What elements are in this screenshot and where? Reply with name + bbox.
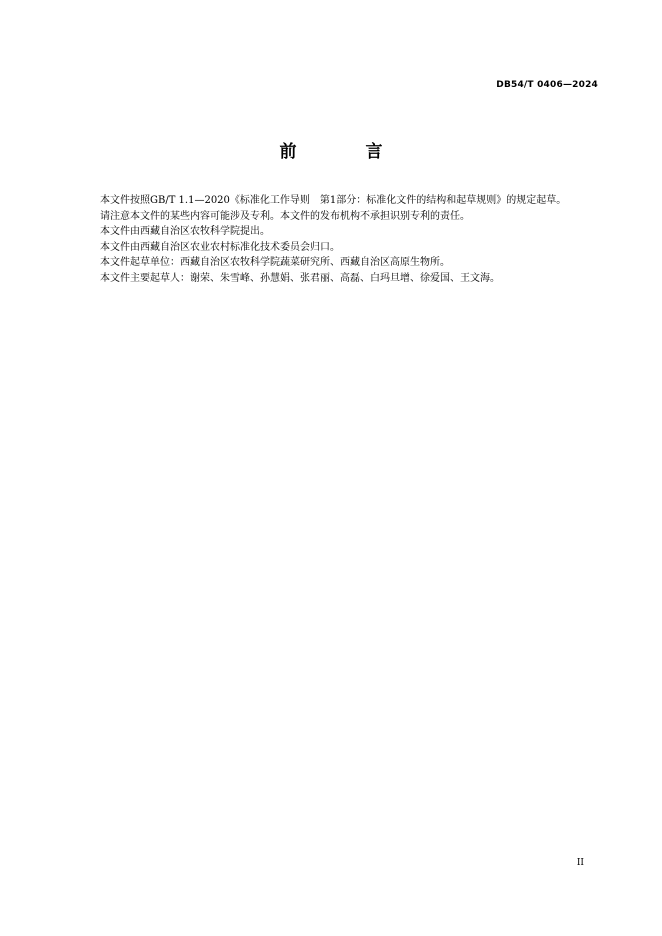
paragraph-committee: 本文件由西藏自治区农业农村标准化技术委员会归口。	[100, 241, 340, 253]
paragraph-drafting-rules: 本文件按照GB/T 1.1—2020《标准化工作导则 第1部分：标准化文件的结构和起草规则》的规定起草。	[100, 195, 567, 206]
foreword-body	[80, 193, 600, 286]
document-code: DB54/T 0406—2024	[496, 80, 598, 90]
page-number: II	[576, 858, 584, 868]
paragraph-proposer: 本文件由西藏自治区农牧科学院提出。	[100, 226, 270, 237]
paragraph-patent-notice: 请注意本文件的某些内容可能涉及专利。本文件的发布机构不承担识别专利的责任。	[100, 210, 470, 222]
paragraph-drafting-units: 本文件起草单位：西藏自治区农牧科学院蔬菜研究所、西藏自治区高原生物所。	[100, 257, 450, 268]
paragraph-drafters: 本文件主要起草人：谢荣、朱雪峰、孙慧娟、张君丽、高磊、白玛旦增、徐爱国、王文海。	[100, 272, 500, 284]
page-title: 前 言	[279, 142, 409, 162]
